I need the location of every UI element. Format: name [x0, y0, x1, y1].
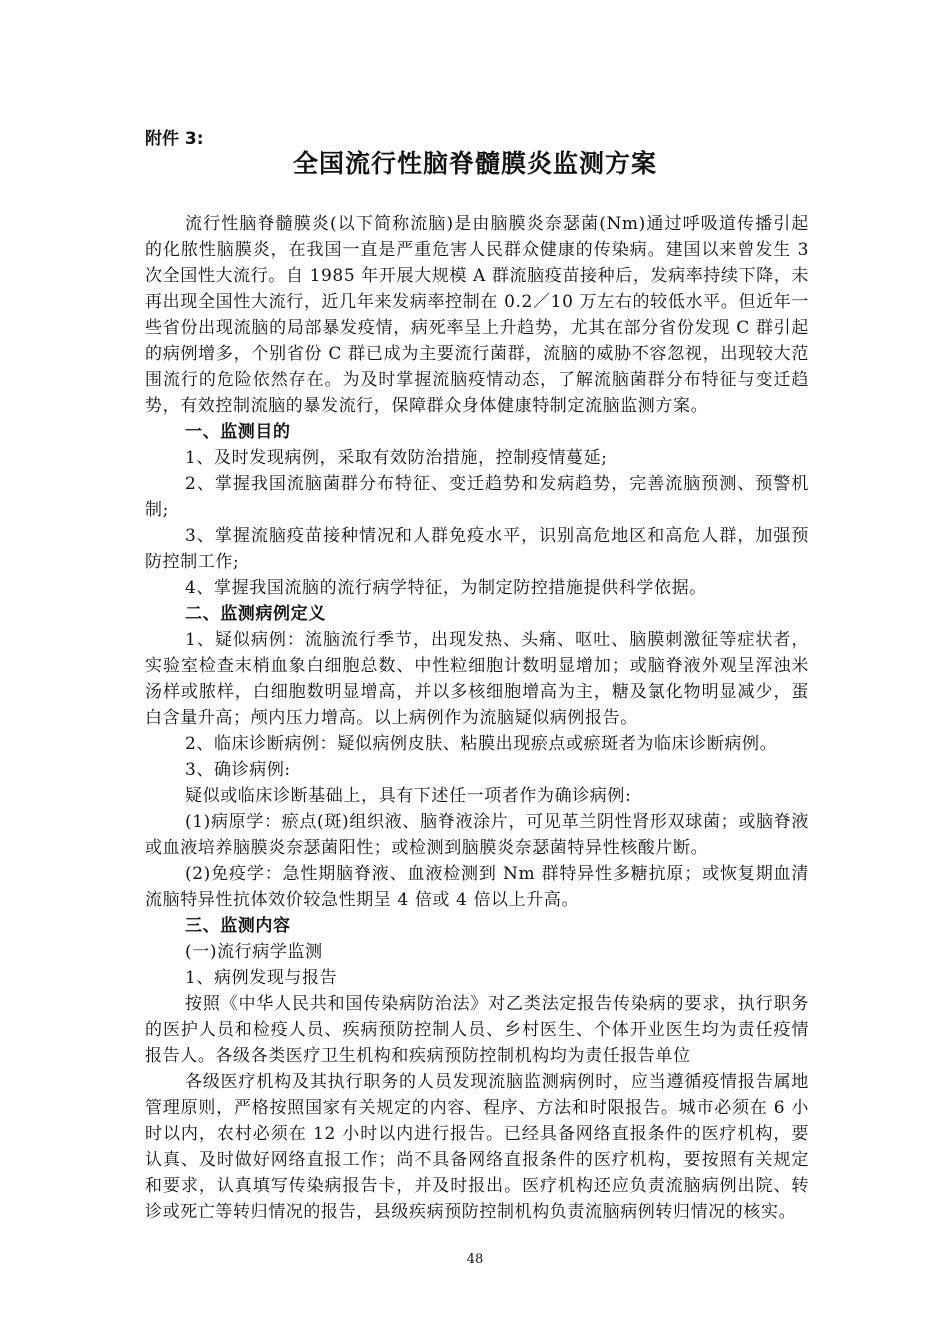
section-heading-purpose: 一、监测目的 — [185, 422, 291, 442]
purpose-item-4: 4、掌握我国流脑的流行病学特征，为制定防控措施提供科学依据。 — [185, 578, 707, 598]
clinical-case-paragraph: 2、临床诊断病例：疑似病例皮肤、粘膜出现瘀点或瘀斑者为临床诊断病例。 — [185, 734, 778, 754]
confirmed-case-intro: 疑似或临床诊断基础上，具有下述任一项者作为确诊病例: — [185, 786, 632, 806]
document-body — [145, 211, 809, 1225]
reporting-procedure-paragraph: 各级医疗机构及其执行职务的人员发现流脑监测病例时，应当遵循疫情报告属地管理原则，严格按照国家有关规定的内容、程序、方法和时限报告。城市必须在 6 小时以内，农村必须在 12 小时以内进行报告。已经具备网络直报条件的医疗机构，要认真、及时做好网络直报工作；尚不具备网络直报条件的医疗机构，要按照有关规定和要求，认真填写传染病报告卡，并及时报出。医疗机构还应负责流脑病例出院、转诊或死亡等转归情况的报告，县级疾病预防控制机构负责流脑病例转归情况的核实。 — [145, 1072, 809, 1222]
immunology-criteria: (2)免疫学：急性期脑脊液、血液检测到 Nm 群特异性多糖抗原；或恢复期血清流脑特异性抗体效价较急性期呈 4 倍或 4 倍以上升高。 — [145, 864, 809, 910]
suspected-case-paragraph: 1、疑似病例：流脑流行季节，出现发热、头痛、呕吐、脑膜刺激征等症状者，实验室检查末梢血象白细胞总数、中性粒细胞计数明显增加；或脑脊液外观呈浑浊米汤样或脓样，白细胞数明显增高，并以多核细胞增高为主，糖及氯化物明显减少，蛋白含量升高；颅内压力增高。以上病例作为流脑疑似病例报告。 — [145, 630, 809, 728]
subsection-reporting: 1、病例发现与报告 — [185, 968, 338, 988]
intro-paragraph: 流行性脑脊髓膜炎(以下简称流脑)是由脑膜炎奈瑟菌(Nm)通过呼吸道传播引起的化脓性脑膜炎，在我国一直是严重危害人民群众健康的传染病。建国以来曾发生 3 次全国性大流行。自 1985 年开展大规模 A 群流脑疫苗接种后，发病率持续下降，未再出现全国性大流行，近几年来发病率控制在 0.2／10 万左右的较低水平。但近年一些省份出现流脑的局部暴发疫情，病死率呈上升趋势，尤其在部分省份发现 C 群引起的病例增多，个别省份 C 群已成为主要流行菌群，流脑的威胁不容忽视，出现较大范围流行的危险依然存在。为及时掌握流脑疫情动态，了解流脑菌群分布特征与变迁趋势，有效控制流脑的暴发流行，保障群众身体健康特制定流脑监测方案。 — [145, 214, 809, 416]
confirmed-case-heading: 3、确诊病例: — [185, 760, 291, 780]
purpose-item-3: 3、掌握流脑疫苗接种情况和人群免疫水平，识别高危地区和高危人群，加强预防控制工作; — [145, 526, 809, 572]
document-title: 全国流行性脑脊髓膜炎监测方案 — [292, 149, 657, 178]
purpose-item-2: 2、掌握我国流脑菌群分布特征、变迁趋势和发病趋势，完善流脑预测、预警机制; — [145, 474, 809, 520]
subsection-epidemiology: (一)流行病学监测 — [185, 942, 323, 962]
reporting-law-paragraph: 按照《中华人民共和国传染病防治法》对乙类法定报告传染病的要求，执行职务的医护人员和检疫人员、疾病预防控制人员、乡村医生、个体开业医生均为责任疫情报告人。各级各类医疗卫生机构和疾病预防控制机构均为责任报告单位 — [145, 994, 809, 1066]
section-heading-case-definition: 二、监测病例定义 — [185, 604, 326, 624]
section-heading-content: 三、监测内容 — [185, 916, 291, 936]
page-number: 48 — [466, 1252, 484, 1267]
attachment-label: 附件 3: — [145, 129, 204, 149]
pathogen-criteria: (1)病原学：瘀点(斑)组织液、脑脊液涂片，可见革兰阴性肾形双球菌；或脑脊液或血液培养脑膜炎奈瑟菌阳性；或检测到脑膜炎奈瑟菌特异性核酸片断。 — [145, 812, 809, 858]
purpose-item-1: 1、及时发现病例，采取有效防治措施，控制疫情蔓延; — [185, 448, 608, 468]
